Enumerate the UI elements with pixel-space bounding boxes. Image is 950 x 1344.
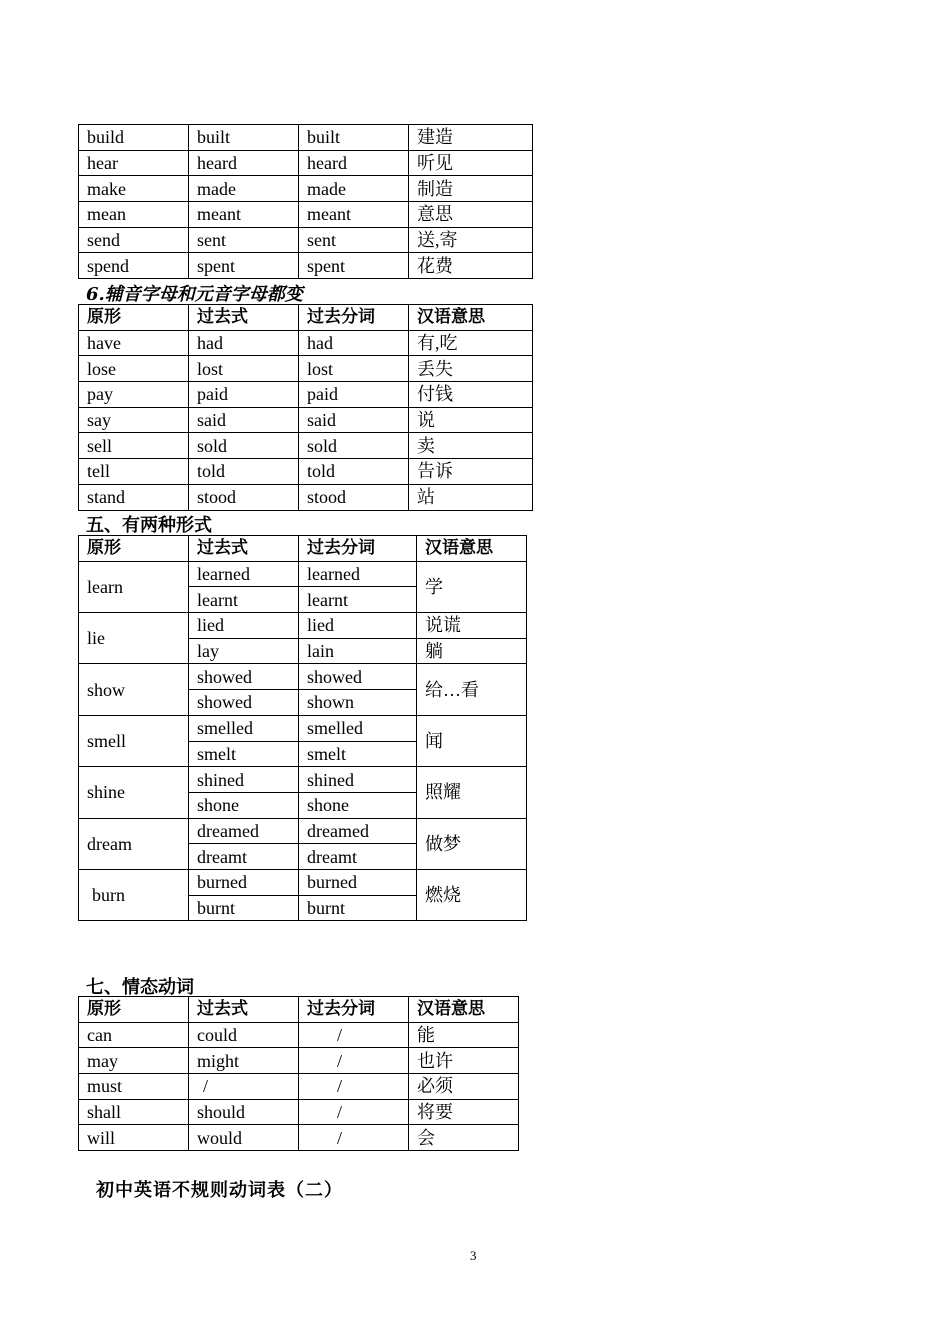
table-row: dreamt dreamt: [79, 844, 527, 870]
table-row: burn burned burned 燃烧: [79, 869, 527, 895]
table-row: can could / 能: [79, 1022, 519, 1048]
table-row: make made made 制造: [79, 176, 533, 202]
table-row: lose lost lost 丢失: [79, 356, 533, 382]
table-row: mean meant meant 意思: [79, 202, 533, 228]
table-row: shine shined shined 照耀: [79, 767, 527, 793]
table-row: shone shone: [79, 792, 527, 818]
table-row: learn learned learned 学: [79, 561, 527, 587]
table-row: build built built 建造: [79, 125, 533, 151]
table-header-row: 原形 过去式 过去分词 汉语意思: [79, 536, 527, 562]
table-row: burnt burnt: [79, 895, 527, 921]
table-row: sell sold sold 卖: [79, 433, 533, 459]
verb-table-section-5: [78, 535, 527, 921]
table-row: will would / 会: [79, 1125, 519, 1151]
verb-table-section-7: [78, 996, 519, 1151]
table-row: show showed showed 给…看: [79, 664, 527, 690]
table-row: tell told told 告诉: [79, 459, 533, 485]
verb-table-section-6: [78, 304, 533, 511]
table-row: may might / 也许: [79, 1048, 519, 1074]
section-7-heading: 七、情态动词: [86, 977, 194, 998]
table-row: pay paid paid 付钱: [79, 382, 533, 408]
table-row: showed shown: [79, 690, 527, 716]
table-row: lay lain 躺: [79, 638, 527, 664]
table-row: must / / 必须: [79, 1074, 519, 1100]
table-row: smelt smelt: [79, 741, 527, 767]
table-row: have had had 有,吃: [79, 330, 533, 356]
table-row: hear heard heard 听见: [79, 150, 533, 176]
section-6-heading: 6.辅音字母和元音字母都变: [86, 284, 303, 305]
table-row: lie lied lied 说谎: [79, 613, 527, 639]
table-row: say said said 说: [79, 407, 533, 433]
table-row: spend spent spent 花费: [79, 253, 533, 279]
table-row: shall should / 将要: [79, 1099, 519, 1125]
page-number: 3: [470, 1248, 477, 1263]
table-row: stand stood stood 站: [79, 484, 533, 510]
table-row: send sent sent 送,寄: [79, 227, 533, 253]
verb-table-top: [78, 124, 533, 279]
table-row: dream dreamed dreamed 做梦: [79, 818, 527, 844]
table-header-row: 原形 过去式 过去分词 汉语意思: [79, 997, 519, 1023]
table-header-row: 原形 过去式 过去分词 汉语意思: [79, 305, 533, 331]
table-row: learnt learnt: [79, 587, 527, 613]
section-5-heading: 五、有两种形式: [86, 515, 212, 536]
table-row: smell smelled smelled 闻: [79, 715, 527, 741]
document-title: 初中英语不规则动词表（二）: [96, 1180, 343, 1201]
